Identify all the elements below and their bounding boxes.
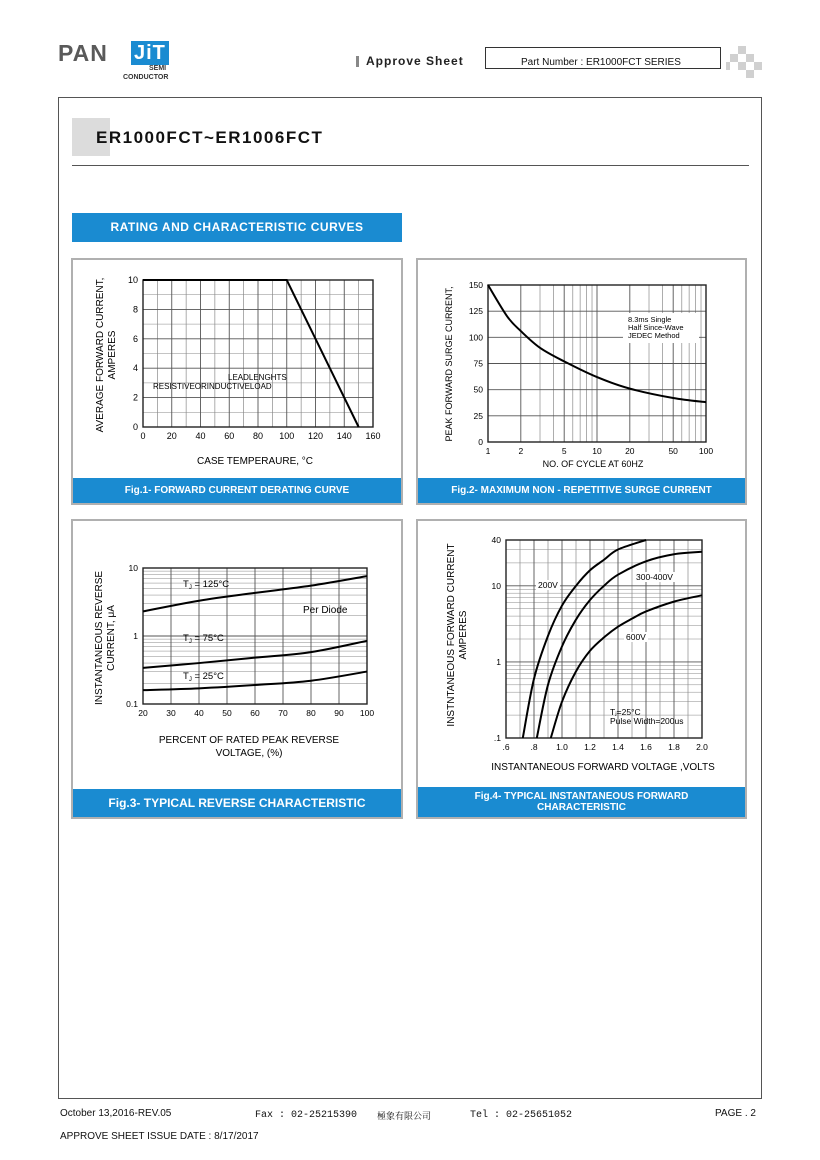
page-title: ER1000FCT~ER1006FCT <box>96 128 324 147</box>
footer-page: PAGE . 2 <box>715 1108 756 1119</box>
fig1-annotation-2: RESISTIVEORINDUCTIVELOAD <box>153 382 272 391</box>
title-divider <box>72 165 749 166</box>
footer-tel: Tel : 02-25651052 <box>470 1110 573 1121</box>
fig3-xlabel-1: PERCENT OF RATED PEAK REVERSE <box>158 735 340 746</box>
fig4-xtick-label: .6 <box>502 742 510 752</box>
fig1-xtick-label: 100 <box>279 431 295 441</box>
fig3-series-label-2: $T_J = 25^\circ C$ <box>183 671 224 683</box>
logo-jit: JiT <box>131 41 169 65</box>
fig4-caption <box>418 787 745 817</box>
fig4-caption-1: Fig.4- TYPICAL INSTANTANEOUS FORWARD <box>474 791 689 802</box>
fig2-ylabel: PEAK FORWARD SURGE CURRENT, <box>444 286 454 442</box>
fig4-ytick-label: 1 <box>496 656 501 667</box>
fig4-series-label-0: 200V <box>538 580 558 590</box>
fig2-xtick-label: 100 <box>698 446 714 456</box>
fig3-xtick-label: 70 <box>278 708 288 718</box>
logo-semi: SEMI <box>149 65 167 72</box>
fig2-xtick-label: 5 <box>561 446 567 456</box>
fig4-panel <box>416 519 747 819</box>
fig2-annotation-1: 8.3ms Single <box>628 315 672 324</box>
fig1-ytick-label: 2 <box>132 392 138 403</box>
fig1-xtick-label: 40 <box>195 431 206 441</box>
fig1-panel <box>71 258 403 505</box>
fig3-xtick-label: 40 <box>194 708 204 718</box>
fig4-ytick-label: 40 <box>491 535 501 545</box>
fig2-annotation-2: Half Since-Wave <box>628 323 684 332</box>
fig3-xtick-label: 60 <box>250 708 260 718</box>
fig2-annotation-3: JEDEC Method <box>628 331 680 340</box>
fig4-xtick-label: 2.0 <box>696 742 708 752</box>
fig4-series-label-2: 600V <box>626 632 646 642</box>
footer-issue-date: APPROVE SHEET ISSUE DATE : 8/17/2017 <box>60 1131 259 1142</box>
footer-company: 極象有限公司 <box>377 1112 432 1122</box>
fig3-xtick-label: 20 <box>138 708 148 718</box>
fig4-caption-2: CHARACTERISTIC <box>537 802 626 813</box>
fig3-annotation: Per Diode <box>303 605 348 616</box>
fig4-xtick-label: 1.6 <box>640 742 652 752</box>
fig2-xtick-label: 10 <box>592 446 602 456</box>
logo-conductor: CONDUCTOR <box>123 74 169 81</box>
fig3-xlabel-2: VOLTAGE, (%) <box>215 748 283 759</box>
fig1-xtick-label: 60 <box>224 431 235 441</box>
fig1-xlabel: CASE TEMPERAURE, °C <box>196 456 314 467</box>
footer-date-rev: October 13,2016-REV.05 <box>60 1108 172 1119</box>
fig1-ylabel-1: AVERAGE FORWARD CURRENT, <box>95 277 106 433</box>
fig1-xtick-label: 140 <box>336 431 352 441</box>
fig2-caption: Fig.2- MAXIMUM NON - REPETITIVE SURGE CURRENT <box>418 478 745 503</box>
fig4-xtick-label: 1.4 <box>612 742 624 752</box>
fig3-ytick-label: 1 <box>133 631 138 641</box>
fig3-ylabel-2: CURRENT, μA <box>106 605 117 671</box>
fig3-series-label-1: $T_J = 75^\circ C$ <box>183 633 224 645</box>
fig3-xtick-label: 90 <box>334 708 344 718</box>
fig1-ytick-label: 0 <box>132 422 138 432</box>
fig3-ytick-label: 10 <box>128 563 138 573</box>
part-number-box: Part Number : ER1000FCT SERIES <box>485 47 721 69</box>
fig2-xtick-label: 2 <box>518 446 524 456</box>
fig4-ytick-label: .1 <box>493 733 501 743</box>
fig1-ytick-label: 8 <box>132 304 138 315</box>
corner-decoration <box>726 46 762 78</box>
fig1-xtick-label: 20 <box>166 431 177 441</box>
fig2-ytick-label: 25 <box>473 410 483 421</box>
fig3-ylabel-1: INSTANTANEOUS REVERSE <box>94 570 105 706</box>
fig4-chart <box>418 521 745 817</box>
fig2-ytick-label: 150 <box>468 280 483 290</box>
fig4-series-label-1: 300-400V <box>636 572 673 582</box>
fig4-annotation-2: Pulse Width=200us <box>610 716 684 726</box>
fig4-ytick-label: 10 <box>491 580 501 591</box>
fig4-ylabel-1: INSTNTANEOUS FORWARD CURRENT <box>446 543 457 727</box>
fig4-ylabel-2: AMPERES <box>458 610 469 660</box>
fig2-chart <box>418 260 745 503</box>
fig2-xtick-label: 1 <box>485 446 491 456</box>
fig4-xtick-label: 1.2 <box>584 742 596 752</box>
fig2-panel <box>416 258 747 505</box>
footer-fax: Fax : 02-25215390 <box>255 1110 358 1121</box>
fig2-xlabel: NO. OF CYCLE AT 60HZ <box>542 459 644 469</box>
fig2-xtick-label: 20 <box>625 446 635 456</box>
fig4-xtick-label: .8 <box>530 742 538 752</box>
fig2-ytick-label: 125 <box>468 306 483 317</box>
fig3-chart <box>73 521 401 817</box>
fig4-xtick-label: 1.0 <box>556 742 568 752</box>
fig1-xtick-label: 120 <box>307 431 324 441</box>
fig1-caption: Fig.1- FORWARD CURRENT DERATING CURVE <box>73 478 401 503</box>
fig3-xtick-label: 50 <box>222 708 232 718</box>
fig3-panel <box>71 519 403 819</box>
fig3-xtick-label: 30 <box>166 708 176 718</box>
fig4-annotation-1: Tⱼ=25°C <box>610 707 641 717</box>
company-logo <box>58 40 188 88</box>
fig1-xtick-label: 80 <box>252 431 264 441</box>
fig1-ytick-label: 10 <box>127 275 138 285</box>
fig2-ytick-label: 50 <box>473 384 483 395</box>
fig3-caption: Fig.3- TYPICAL REVERSE CHARACTERISTIC <box>73 789 401 817</box>
fig4-xlabel: INSTANTANEOUS FORWARD VOLTAGE ,VOLTS <box>491 762 715 773</box>
fig3-series-label-0: $T_J = 125^\circ C$ <box>183 579 230 591</box>
fig2-ytick-label: 75 <box>473 358 483 369</box>
fig3-xtick-label: 100 <box>359 708 375 718</box>
logo-pan: PAN <box>58 40 108 66</box>
fig2-xtick-label: 50 <box>668 446 678 456</box>
approve-sheet-label: Approve Sheet <box>366 54 464 68</box>
fig1-ytick-label: 6 <box>132 333 138 344</box>
fig4-xtick-label: 1.8 <box>668 742 680 752</box>
fig2-ytick-label: 0 <box>478 437 483 447</box>
approve-marker <box>356 56 359 67</box>
fig3-xtick-label: 80 <box>306 708 316 718</box>
fig1-ylabel-2: AMPERES <box>107 330 118 380</box>
fig1-xtick-label: 0 <box>140 431 146 441</box>
fig1-chart <box>73 260 401 503</box>
fig3-ytick-label: 0.1 <box>126 699 138 709</box>
fig2-ytick-label: 100 <box>468 332 483 343</box>
fig1-ytick-label: 4 <box>132 363 138 374</box>
section-banner: RATING AND CHARACTERISTIC CURVES <box>72 213 402 242</box>
fig1-annotation-1: LEADLENGHTS <box>228 373 287 382</box>
fig1-xtick-label: 160 <box>365 431 381 441</box>
